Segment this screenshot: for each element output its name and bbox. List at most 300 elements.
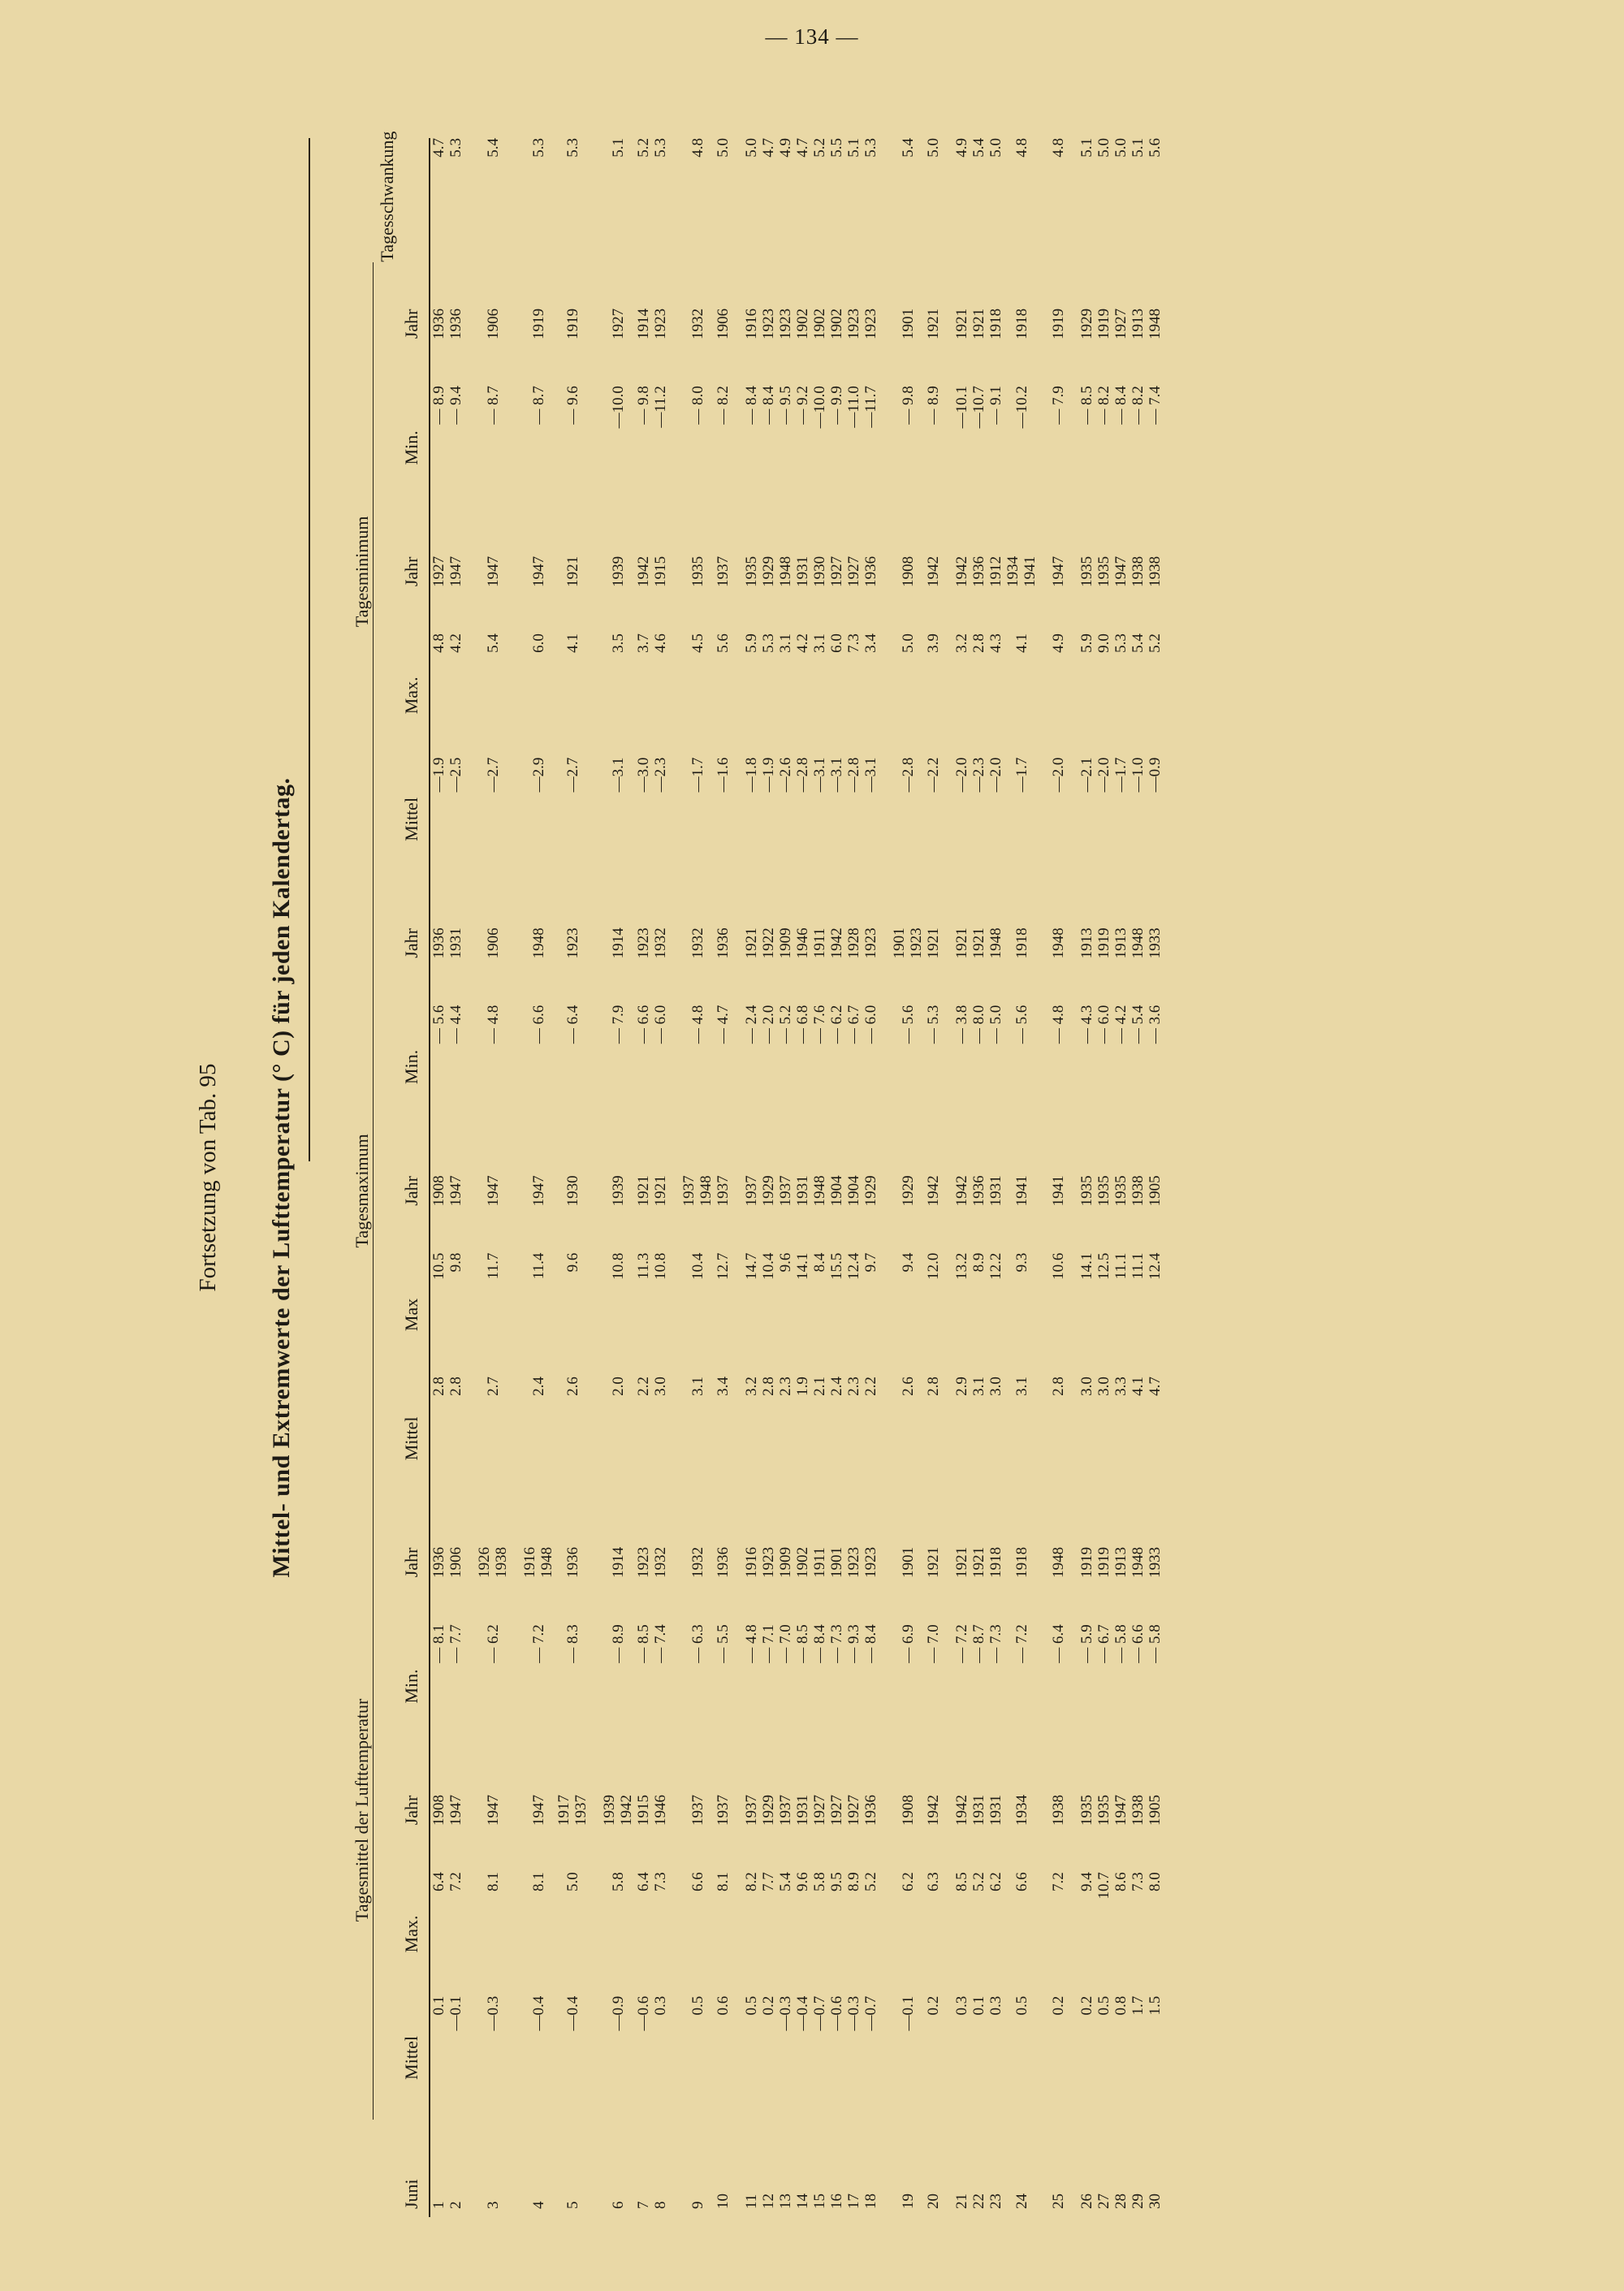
- table-cell: 1936: [430, 927, 447, 959]
- table-cell: 4.1: [1129, 1377, 1147, 1396]
- table-cell: 4.1: [1013, 633, 1030, 653]
- table-cell: 1929: [760, 1794, 777, 1826]
- table-cell: 1921: [970, 927, 987, 959]
- table-cell: —11.2: [652, 386, 669, 428]
- table-cell: 0.2: [1050, 1995, 1067, 2016]
- table-cell: 1921: [970, 308, 987, 339]
- table-cell: 1936: [715, 1546, 732, 1578]
- table-cell: — 7.7: [447, 1624, 464, 1663]
- table-cell: 1947: [484, 1175, 502, 1207]
- table-cell: 1918: [987, 1546, 1004, 1578]
- table-cell: — 8.5: [794, 1624, 811, 1663]
- table-cell: 1947: [1112, 1794, 1129, 1826]
- table-cell: — 8.4: [743, 386, 760, 425]
- table-cell: 1938: [1050, 1794, 1067, 1826]
- table-cell: 5.4: [777, 1872, 794, 1891]
- table-cell: —2.0: [953, 757, 970, 793]
- table-cell: — 9.4: [447, 386, 464, 425]
- table-cell: 2.8: [1050, 1377, 1067, 1396]
- day-cell: 28: [1112, 2194, 1129, 2209]
- table-cell: — 8.7: [484, 386, 502, 425]
- table-cell: 1927: [609, 308, 627, 339]
- table-cell: 1908: [430, 1794, 447, 1826]
- table-cell: 6.3: [925, 1872, 942, 1891]
- table-cell: 1938: [1147, 555, 1164, 587]
- table-cell: —10.7: [970, 386, 987, 429]
- day-cell: 9: [689, 2201, 706, 2209]
- table-cell: 6.0: [529, 633, 547, 653]
- table-cell: — 6.7: [1095, 1624, 1112, 1663]
- table-cell: 0.6: [715, 1995, 732, 2016]
- table-cell: — 6.7: [845, 1005, 862, 1044]
- table-cell: — 8.4: [862, 1624, 879, 1663]
- table-cell: — 4.4: [447, 1005, 464, 1044]
- table-cell: 1948: [811, 1175, 828, 1207]
- table-row: [760, 138, 777, 2217]
- table-cell: 3.4: [862, 633, 879, 653]
- table-cell: 5.3: [529, 138, 547, 158]
- table-cell: 14.7: [743, 1252, 760, 1280]
- table-cell: —2.3: [970, 757, 987, 793]
- table-cell: 1937: [715, 555, 732, 587]
- table-cell: 0.3: [652, 1995, 669, 2016]
- table-cell: — 4.3: [1078, 1005, 1095, 1044]
- table-cell: 10.7: [1095, 1872, 1112, 1900]
- group-header-tagesschwankung: Tagesschwankung: [345, 138, 430, 262]
- table-cell: 1919: [1095, 1546, 1112, 1578]
- table-cell: 7.2: [447, 1872, 464, 1891]
- table-cell: 2.1: [811, 1377, 828, 1396]
- table-cell: 2.2: [862, 1377, 879, 1396]
- table-cell: — 7.0: [925, 1624, 942, 1663]
- table-cell: 3.4: [715, 1377, 732, 1396]
- table-row: [845, 138, 862, 2217]
- table-cell: —1.7: [1112, 757, 1129, 793]
- table-cell: — 6.2: [828, 1005, 845, 1044]
- table-cell: — 4.8: [743, 1624, 760, 1663]
- table-cell: 1913: [1112, 927, 1129, 959]
- table-cell: 1936: [970, 1175, 987, 1207]
- table-cell: — 7.9: [1050, 386, 1067, 425]
- table-row: [794, 138, 811, 2217]
- table-cell: 14.1: [1078, 1252, 1095, 1280]
- table-cell: —0.6: [828, 1995, 845, 2031]
- table-cell: 5.0: [899, 633, 917, 653]
- table-cell: 5.4: [899, 138, 917, 158]
- table-cell: 5.0: [987, 138, 1004, 158]
- day-cell: 2: [447, 2201, 464, 2209]
- table-cell: 1939: [609, 555, 627, 587]
- table-cell: 1902: [828, 308, 845, 339]
- table-cell: — 8.7: [529, 386, 547, 425]
- table-cell: 7.3: [1129, 1872, 1147, 1891]
- table-cell: —2.1: [1078, 757, 1095, 793]
- table-cell: 1919: [1050, 308, 1067, 339]
- day-cell: 23: [987, 2194, 1004, 2209]
- table-cell: 1931: [794, 1175, 811, 1207]
- day-cell: 1: [430, 2201, 447, 2209]
- table-cell: 5.3: [564, 138, 581, 158]
- table-cell: 1929: [899, 1175, 917, 1207]
- table-cell: 1931: [987, 1175, 1004, 1207]
- table-cell: 0.3: [953, 1995, 970, 2016]
- table-cell: — 9.8: [635, 386, 652, 425]
- col-header: Max: [374, 1253, 430, 1377]
- table-cell: 1935: [689, 555, 706, 587]
- table-cell: —3.1: [828, 757, 845, 793]
- table-cell: 5.1: [609, 138, 627, 158]
- table-cell: 3.1: [1013, 1377, 1030, 1396]
- table-cell: 5.4: [484, 138, 502, 158]
- table-cell: 13.2: [953, 1252, 970, 1280]
- table-cell: 0.5: [1095, 1995, 1112, 2016]
- table-cell: 1936: [430, 1546, 447, 1578]
- table-cell: —1.7: [689, 757, 706, 793]
- table-cell: 6.2: [987, 1872, 1004, 1891]
- table-cell: 0.5: [743, 1995, 760, 2016]
- table-cell: 2.8: [970, 633, 987, 653]
- table-row: [555, 138, 590, 2217]
- table-cell: 1938: [1129, 555, 1147, 587]
- table-cell: 1930: [564, 1175, 581, 1207]
- day-cell: 24: [1013, 2194, 1030, 2209]
- table-cell: 2.7: [484, 1377, 502, 1396]
- table-cell: — 7.2: [953, 1624, 970, 1663]
- day-cell: 18: [862, 2194, 879, 2209]
- table-cell: 1923: [564, 927, 581, 959]
- table-cell: —3.0: [635, 757, 652, 793]
- table-cell: 0.5: [689, 1995, 706, 2016]
- table-body: [430, 138, 1164, 2217]
- day-cell: 27: [1095, 2194, 1112, 2209]
- table-cell: — 6.2: [484, 1624, 502, 1663]
- table-cell: — 5.6: [1013, 1005, 1030, 1044]
- table-cell: — 5.8: [1147, 1624, 1164, 1663]
- table-cell: 4.8: [430, 633, 447, 653]
- table-cell: 1919: [1078, 1546, 1095, 1578]
- table-row: [1147, 138, 1164, 2217]
- table-title: Mittel- und Extremwerte der Lufttemperatur (° C) für jeden Kalendertag.: [268, 777, 295, 1578]
- table-cell: 3.1: [689, 1377, 706, 1396]
- table-cell: 1935: [1095, 1175, 1112, 1207]
- table-cell: — 3.6: [1147, 1005, 1164, 1044]
- table-cell: 3.7: [635, 633, 652, 653]
- table-cell: — 4.7: [715, 1005, 732, 1044]
- table-cell: 3.5: [609, 633, 627, 653]
- table-cell: — 8.4: [811, 1624, 828, 1663]
- table-cell: —3.1: [609, 757, 627, 793]
- table-cell: —3.1: [862, 757, 879, 793]
- table-cell: 8.9: [845, 1872, 862, 1891]
- table-cell: 3.2: [953, 633, 970, 653]
- table-cell: 1948: [529, 927, 547, 959]
- table-cell: 4.8: [1050, 138, 1067, 158]
- day-cell: 8: [652, 2201, 669, 2209]
- table-cell: — 8.1: [430, 1624, 447, 1663]
- table-cell: —2.6: [777, 757, 794, 793]
- table-cell: 1936: [970, 555, 987, 587]
- table-cell: 3.3: [1112, 1377, 1129, 1396]
- table-cell: 1931: [794, 555, 811, 587]
- table-cell: — 8.3: [564, 1624, 581, 1663]
- table-cell: — 7.9: [609, 1005, 627, 1044]
- table-cell: —1.7: [1013, 757, 1030, 793]
- table-cell: 1948: [777, 555, 794, 587]
- table-cell: —2.0: [987, 757, 1004, 793]
- table-cell: 5.1: [1078, 138, 1095, 158]
- table-cell: 1936: [430, 308, 447, 339]
- table-cell: 9.4: [899, 1252, 917, 1273]
- table-row: [732, 138, 760, 2217]
- table-cell: — 6.6: [1129, 1624, 1147, 1663]
- table-cell: 0.1: [430, 1995, 447, 2016]
- table-cell: — 8.0: [970, 1005, 987, 1044]
- table-cell: 4.2: [794, 633, 811, 653]
- col-header: Max.: [374, 633, 430, 758]
- table-cell: 1905: [1147, 1794, 1164, 1826]
- day-cell: 11: [743, 2194, 760, 2209]
- table-cell: —2.0: [1095, 757, 1112, 793]
- table-cell: 5.1: [845, 138, 862, 158]
- table-cell: 1939: [609, 1175, 627, 1207]
- title-rule: [309, 138, 310, 1161]
- table-cell: 2.6: [564, 1377, 581, 1396]
- table-cell: — 9.5: [777, 386, 794, 425]
- table-row: [652, 138, 669, 2217]
- table-cell: — 8.2: [1095, 386, 1112, 425]
- col-header: Min.: [374, 386, 430, 510]
- table-cell: — 5.4: [1129, 1005, 1147, 1044]
- rotated-table-page: [154, 131, 1551, 2217]
- table-cell: 8.5: [953, 1872, 970, 1891]
- table-cell: 3.1: [777, 633, 794, 653]
- table-cell: 10.4: [760, 1252, 777, 1280]
- table-cell: 1921: [970, 1546, 987, 1578]
- table-cell: 1947: [447, 555, 464, 587]
- table-row: [1067, 138, 1095, 2217]
- table-cell: 5.3: [447, 138, 464, 158]
- table-cell: 1933: [1147, 1546, 1164, 1578]
- table-cell: 1914: [609, 927, 627, 959]
- table-cell: 0.2: [760, 1995, 777, 2016]
- table-row: [590, 138, 635, 2217]
- day-cell: 5: [564, 2201, 581, 2209]
- table-cell: 11.4: [529, 1252, 547, 1280]
- table-cell: 1919: [529, 308, 547, 339]
- table-cell: 1914: [635, 308, 652, 339]
- table-cell: 9.3: [1013, 1252, 1030, 1273]
- table-cell: 1918: [1013, 308, 1030, 339]
- table-cell: — 5.6: [430, 1005, 447, 1044]
- table-cell: 1914: [609, 1546, 627, 1578]
- table-cell: 5.4: [484, 633, 502, 653]
- table-cell: 2.4: [828, 1377, 845, 1396]
- table-cell: 6.2: [899, 1872, 917, 1891]
- table-cell: 4.6: [652, 633, 669, 653]
- table-cell: 1929: [1078, 308, 1095, 339]
- table-cell: 1912: [987, 555, 1004, 587]
- day-cell: 12: [760, 2194, 777, 2209]
- table-cell: 2.8: [447, 1377, 464, 1396]
- table-cell: — 9.2: [794, 386, 811, 425]
- table-cell: 9.6: [777, 1252, 794, 1273]
- table-cell: 1947: [447, 1794, 464, 1826]
- day-cell: 30: [1147, 2194, 1164, 2209]
- table-cell: 1931: [970, 1794, 987, 1826]
- table-row: [635, 138, 652, 2217]
- table-cell: 1936: [447, 308, 464, 339]
- day-cell: 14: [794, 2194, 811, 2209]
- table-cell: 4.8: [689, 138, 706, 158]
- table-cell: —0.7: [811, 1995, 828, 2031]
- table-cell: 1921: [953, 1546, 970, 1578]
- col-header: Max.: [374, 1872, 430, 1996]
- table-cell: 5.0: [1095, 138, 1112, 158]
- col-header: Jahr: [374, 881, 430, 1005]
- table-cell: — 7.1: [760, 1624, 777, 1663]
- table-cell: 6.6: [1013, 1872, 1030, 1891]
- table-cell: 5.3: [1112, 633, 1129, 653]
- table-cell: 1936: [715, 927, 732, 959]
- table-cell: 1921: [635, 1175, 652, 1207]
- temperature-table: [345, 131, 1164, 2217]
- table-cell: —11.0: [845, 386, 862, 428]
- table-cell: —2.8: [845, 757, 862, 793]
- table-cell: 11.1: [1129, 1252, 1147, 1280]
- table-cell: — 7.0: [777, 1624, 794, 1663]
- continuation-note: Fortsetzung von Tab. 95: [195, 1063, 221, 1292]
- day-cell: 4: [529, 2201, 547, 2209]
- table-cell: 1927: [430, 555, 447, 587]
- table-cell: 1927: [845, 1794, 862, 1826]
- table-cell: 3.0: [1078, 1377, 1095, 1396]
- table-cell: — 2.4: [743, 1005, 760, 1044]
- col-header: Min.: [374, 1005, 430, 1130]
- table-cell: 1937: [743, 1175, 760, 1207]
- table-cell: 9.8: [447, 1252, 464, 1273]
- table-cell: — 9.1: [987, 386, 1004, 425]
- table-cell: — 6.4: [1050, 1624, 1067, 1663]
- table-cell: 1901: [899, 308, 917, 339]
- table-cell: 1919: [564, 308, 581, 339]
- table-row: [862, 138, 879, 2217]
- table-cell: 3.0: [652, 1377, 669, 1396]
- table-cell: 1913: [1078, 927, 1095, 959]
- table-cell: 12.2: [987, 1252, 1004, 1280]
- table-cell: 8.2: [743, 1872, 760, 1891]
- table-cell: 1911: [811, 1547, 828, 1578]
- table-cell: 1922: [760, 927, 777, 959]
- table-cell: 5.2: [635, 138, 652, 158]
- table-cell: — 6.3: [689, 1624, 706, 1663]
- table-cell: 8.0: [1147, 1872, 1164, 1891]
- table-cell: 4.9: [777, 138, 794, 158]
- table-cell: 9.6: [564, 1252, 581, 1273]
- day-cell: 6: [609, 2201, 627, 2209]
- table-cell: 12.0: [925, 1252, 942, 1280]
- table-cell: 0.2: [925, 1995, 942, 2016]
- table-cell: 1937: [777, 1794, 794, 1826]
- table-cell: 8.4: [811, 1252, 828, 1273]
- table-cell: 1921: [953, 308, 970, 339]
- table-cell: 1938: [1129, 1794, 1147, 1826]
- table-cell: —0.3: [484, 1995, 502, 2031]
- table-cell: 4.3: [987, 633, 1004, 653]
- table-cell: 5.2: [811, 138, 828, 158]
- table-cell: — 5.3: [925, 1005, 942, 1044]
- table-cell: 10.6: [1050, 1252, 1067, 1280]
- table-row: [879, 138, 925, 2217]
- table-cell: 1921: [652, 1175, 669, 1207]
- table-cell: 11.3: [635, 1252, 652, 1280]
- day-cell: 7: [635, 2201, 652, 2209]
- table-cell: —0.4: [564, 1995, 581, 2031]
- table-cell: 1913: [1112, 1546, 1129, 1578]
- day-cell: 29: [1129, 2194, 1147, 2209]
- col-header: Jahr: [374, 262, 430, 387]
- table-cell: 2.6: [899, 1377, 917, 1396]
- table-cell: — 5.2: [777, 1005, 794, 1044]
- table-cell: — 9.9: [828, 386, 845, 425]
- table-cell: — 5.6: [899, 1005, 917, 1044]
- table-cell: —0.1: [899, 1995, 917, 2031]
- table-cell: 1904: [845, 1175, 862, 1207]
- table-row: [669, 138, 715, 2217]
- table-cell: 7.7: [760, 1872, 777, 1891]
- table-cell: 1932: [689, 927, 706, 959]
- table-cell: —0.4: [529, 1995, 547, 2031]
- table-cell: — 8.5: [635, 1624, 652, 1663]
- table-cell: —1.8: [743, 757, 760, 793]
- col-header: Jahr: [374, 1129, 430, 1253]
- table-cell: — 5.0: [987, 1005, 1004, 1044]
- table-cell: —0.3: [777, 1995, 794, 2031]
- table-cell: 2.0: [609, 1377, 627, 1396]
- table-cell: 2.8: [760, 1377, 777, 1396]
- table-cell: — 8.9: [430, 386, 447, 425]
- table-cell: 1947: [484, 555, 502, 587]
- table-cell: 1931: [447, 927, 464, 959]
- table-cell: 1942: [925, 555, 942, 587]
- table-cell: 1908: [899, 555, 917, 587]
- table-cell: —0.3: [845, 1995, 862, 2031]
- table-cell: 1927: [828, 1794, 845, 1826]
- table-cell: 3.1: [970, 1377, 987, 1396]
- table-cell: 4.7: [430, 138, 447, 158]
- table-cell: 5.2: [970, 1872, 987, 1891]
- table-cell: —2.8: [899, 757, 917, 793]
- table-cell: 1942: [953, 1794, 970, 1826]
- table-cell: 1.5: [1147, 1995, 1164, 2016]
- table-cell: 2.3: [845, 1377, 862, 1396]
- table-cell: 5.0: [715, 138, 732, 158]
- table-cell: 1946: [794, 927, 811, 959]
- table-cell: 1947: [484, 1794, 502, 1826]
- table-cell: — 5.5: [715, 1624, 732, 1663]
- table-cell: — 9.3: [845, 1624, 862, 1663]
- table-cell: 1942: [925, 1794, 942, 1826]
- table-cell: 4.9: [1050, 633, 1067, 653]
- table-cell: —2.8: [794, 757, 811, 793]
- table-cell: 1923: [635, 927, 652, 959]
- table-cell: — 4.8: [689, 1005, 706, 1044]
- table-cell: 6.6: [689, 1872, 706, 1891]
- table-cell: —0.9: [609, 1995, 627, 2031]
- table-cell: — 6.6: [635, 1005, 652, 1044]
- table-cell: 1926 1938: [476, 1546, 510, 1578]
- table-cell: 6.0: [828, 633, 845, 653]
- day-cell: 19: [899, 2194, 917, 2209]
